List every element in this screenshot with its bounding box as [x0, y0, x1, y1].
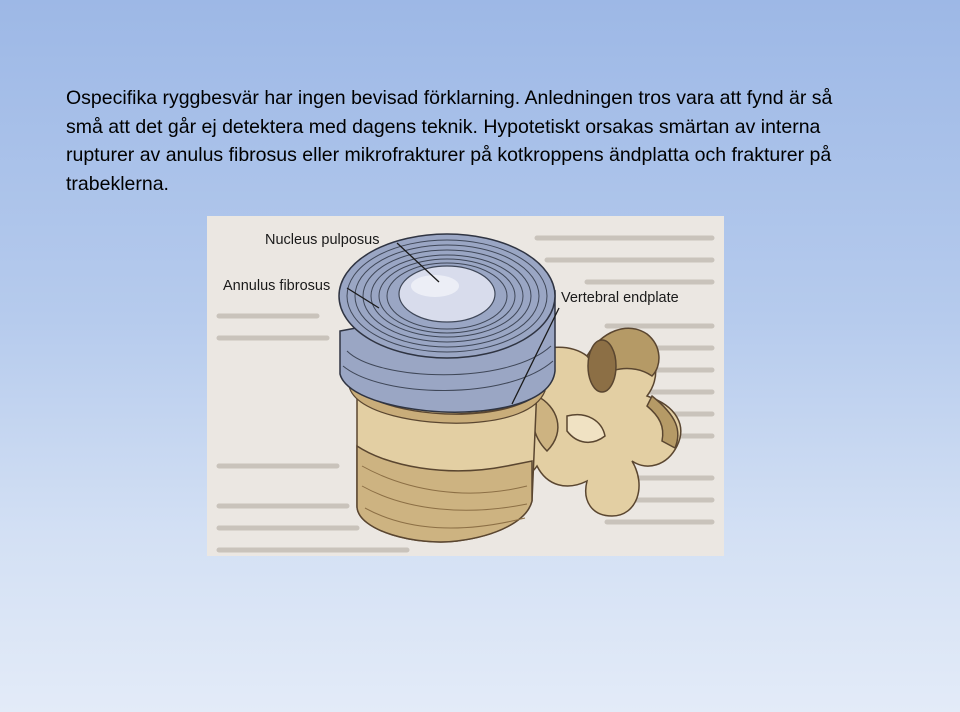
label-annulus-fibrosus: Annulus fibrosus — [223, 278, 331, 294]
slide-body-text: Ospecifika ryggbesvär har ingen bevisad förklarning. Anledningen tros vara att fynd är så små att det går ej detektera med dagens teknik. Hypotetiskt orsakas smärtan av interna rupturer av anulus fibrosus eller mikrofrakturer på kotkroppens ändplatta och frakturer på trabeklerna. — [66, 87, 833, 195]
vertebra-disc-illustration — [207, 216, 724, 556]
label-nucleus-pulposus: Nucleus pulposus — [265, 232, 380, 248]
intervertebral-disc — [339, 234, 555, 412]
label-vertebral-endplate: Vertebral endplate — [561, 290, 679, 306]
vertebra-disc-drawing — [207, 216, 724, 556]
